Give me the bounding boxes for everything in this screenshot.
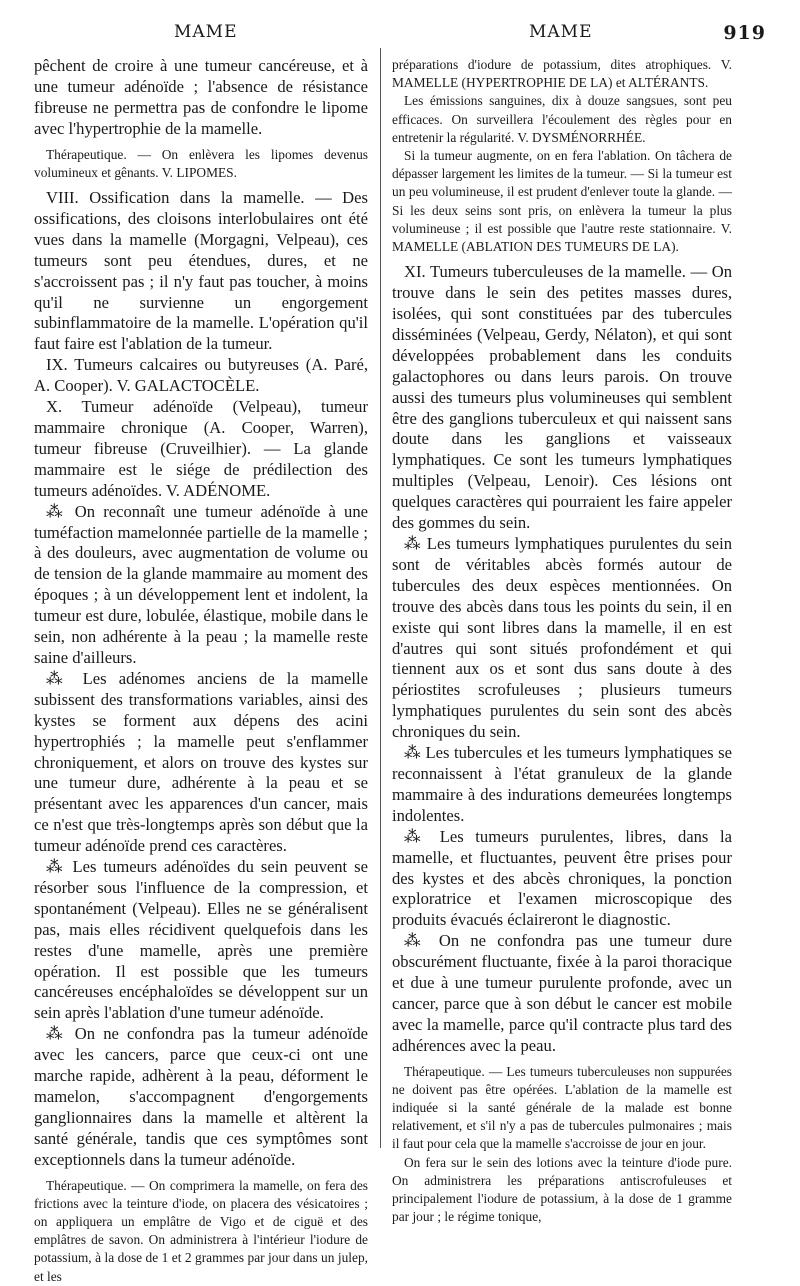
paragraph: Si la tumeur augmente, on en fera l'ablation. On tâchera de dépasser largement les limites de la tumeur. — Si la tumeur est un peu volumineuse, il est prudent d'enlever toute la glande. — Si les deux seins sont pris, on enlèvera la tumeur la plus volumineuse ; il est possible que l'autre reste stationnaire. V. MAMELLE (ABLATION DES TUMEURS DE LA). (392, 148, 732, 255)
paragraph: Thérapeutique. — Les tumeurs tuberculeuses non suppurées ne doivent pas être opérées. L'ablation de la mamelle est indiquée si la santé générale de la malade est bonne relativement, et s'il n'y a pas de tubercules pulmonaires ; mais il faut pour cela que la mamelle s'accroisse de jour en jour. (392, 1063, 732, 1152)
right-column (392, 56, 732, 1227)
paragraph: ⁂ On reconnaît une tumeur adénoïde à une tuméfaction mamelonnée partielle de la mamelle ; à des douleurs, avec augmentation de volume ou de tension de la glande mammaire au moment des époques ; à un développement lent et indolent, la tumeur est dure, lobulée, élastique, mobile dans le sein, non adhérente à la peau ; la mamelle reste saine d'ailleurs. (34, 501, 368, 667)
page-number: 919 (723, 22, 766, 44)
running-header (34, 22, 766, 48)
header-right-word: MAME (529, 22, 593, 42)
section-heading-paragraph: XI. Tumeurs tuberculeuses de la mamelle. — On trouve dans le sein des petites masses dures, isolées, qui sont constituées par des tubercules disséminées (Velpeau, Gerdy, Nélaton), et qui sont développées probablement dans les conduits galactophores ou dans leurs parois. On trouve aussi des tumeurs plus volumineuses qui semblent être des ganglions tuberculeux et qui naissent sans doute dans les ganglions et vaisseaux lymphatiques. Ce sont les tumeurs lymphatiques multiples (Velpeau, Lenoir). Ces lésions ont quelques caractères qui pourraient les faire appeler des gommes du sein. (392, 262, 732, 533)
paragraph: ⁂ Les tumeurs purulentes, libres, dans la mamelle, et fluctuantes, peuvent être prises pour des kystes et des abcès chroniques, la ponction exploratrice et l'examen microscopique des produits évacués éclaireront le diagnostic. (392, 826, 732, 930)
paragraph: Thérapeutique. — On comprimera la mamelle, on fera des frictions avec la teinture d'iode, on placera des vésicatoires ; on appliquera un emplâtre de Vigo et de ciguë et des emplâtres de savon. On administrera à l'intérieur l'iodure de potassium, à la dose de 1 et 2 grammes par jour dans un julep, et les (34, 1177, 368, 1284)
section-heading-paragraph: X. Tumeur adénoïde (Velpeau), tumeur mammaire chronique (A. Cooper, Warren), tumeur fibreuse (Cruveilhier). — La glande mammaire est le siége de prédilection des tumeurs adénoïdes. V. ADÉNOME. (34, 397, 368, 500)
paragraph: préparations d'iodure de potassium, dites atrophiques. V. MAMELLE (HYPERTROPHIE DE LA) et ALTÉRANTS. (392, 57, 732, 91)
section-heading-paragraph: VIII. Ossification dans la mamelle. — Des ossifications, des cloisons interlobulaires ont été vues dans la mamelle (Morgagni, Velpeau), ces tumeurs sont peu étendues, dures, et ne s'accroissent pas ; il n'y faut pas toucher, à moins qu'il ne survienne un engorgement subinflammatoire de la mamelle. L'opération qu'il faut faire est l'ablation de la tumeur. (34, 188, 368, 354)
paragraph: Les émissions sanguines, dix à douze sangsues, sont peu efficaces. On surveillera l'écoulement des règles pour en entretenir la régularité. V. DYSMÉNORRHÉE. (392, 93, 732, 145)
paragraph: pêchent de croire à une tumeur cancéreuse, et à une tumeur adénoïde ; l'absence de résistance fibreuse ne permettra pas de confondre le lipome avec l'hypertrophie de la mamelle. (34, 56, 368, 138)
left-column (34, 56, 368, 1286)
paragraph: Thérapeutique. — On enlèvera les lipomes devenus volumineux et gênants. V. LIPOMES. (34, 146, 368, 180)
paragraph: ⁂ Les tumeurs adénoïdes du sein peuvent se résorber sous l'influence de la compression, et spontanément (Velpeau). Elles ne se généralisent pas, mais elles récidivent quelquefois dans les restes d'une mamelle, après une première opération. Il est possible que les tumeurs cancéreuses encéphaloïdes se développent sur un sein après l'ablation d'une tumeur adénoïde. (34, 857, 368, 1023)
section-heading-paragraph: IX. Tumeurs calcaires ou butyreuses (A. Paré, A. Cooper). V. GALACTOCÈLE. (34, 355, 368, 396)
header-left-word: MAME (174, 22, 238, 42)
paragraph: ⁂ Les tumeurs lymphatiques purulentes du sein sont de véritables abcès formés autour de tubercules des deux espèces mentionnées. On trouve des abcès dans tous les points du sein, il en existe qui sont libres dans la mamelle, il en est d'autres qui sont situés profondément et qui tiennent aux os et sont dus sans doute à des périostites scrofuleuses ; plusieurs tumeurs lymphatiques purulentes du sein sont des abcès chroniques du sein. (392, 534, 732, 742)
paragraph: ⁂ Les tubercules et les tumeurs lymphatiques se reconnaissent à l'état granuleux de la glande mammaire à des indurations demeurées longtemps indolentes. (392, 743, 732, 825)
paragraph: On fera sur le sein des lotions avec la teinture d'iode pure. On administrera les préparations antiscrofuleuses et principalement l'iodure de potassium, à la dose de 1 gramme par jour ; le régime tonique, (392, 1154, 732, 1225)
paragraph: ⁂ Les adénomes anciens de la mamelle subissent des transformations variables, ainsi des kystes se forment aux dépens des acini hypertrophiés ; la mamelle peut s'enflammer chroniquement, et alors on trouve des kystes sur une tumeur dure, adhérente à la peau et se présentant avec les apparences d'un cancer, mais ce n'est que très-longtemps après son début que la tumeur adénoïde prend ces caractères. (34, 668, 368, 856)
column-divider (380, 48, 381, 1148)
paragraph: ⁂ On ne confondra pas une tumeur dure obscurément fluctuante, fixée à la paroi thoracique et due à une tumeur purulente profonde, avec un cancer, parce que à son début le cancer est mobile avec la mamelle, parce qu'il contracte plus tard des adhérences avec la peau. (392, 931, 732, 1055)
paragraph: ⁂ On ne confondra pas la tumeur adénoïde avec les cancers, parce que ceux-ci ont une marche rapide, adhèrent à la peau, déforment le mamelon, s'accompagnent d'engorgements ganglionnaires dans la mamelle et altèrent la santé générale, tandis que ces symptômes sont exceptionnels dans la tumeur adénoïde. (34, 1024, 368, 1169)
